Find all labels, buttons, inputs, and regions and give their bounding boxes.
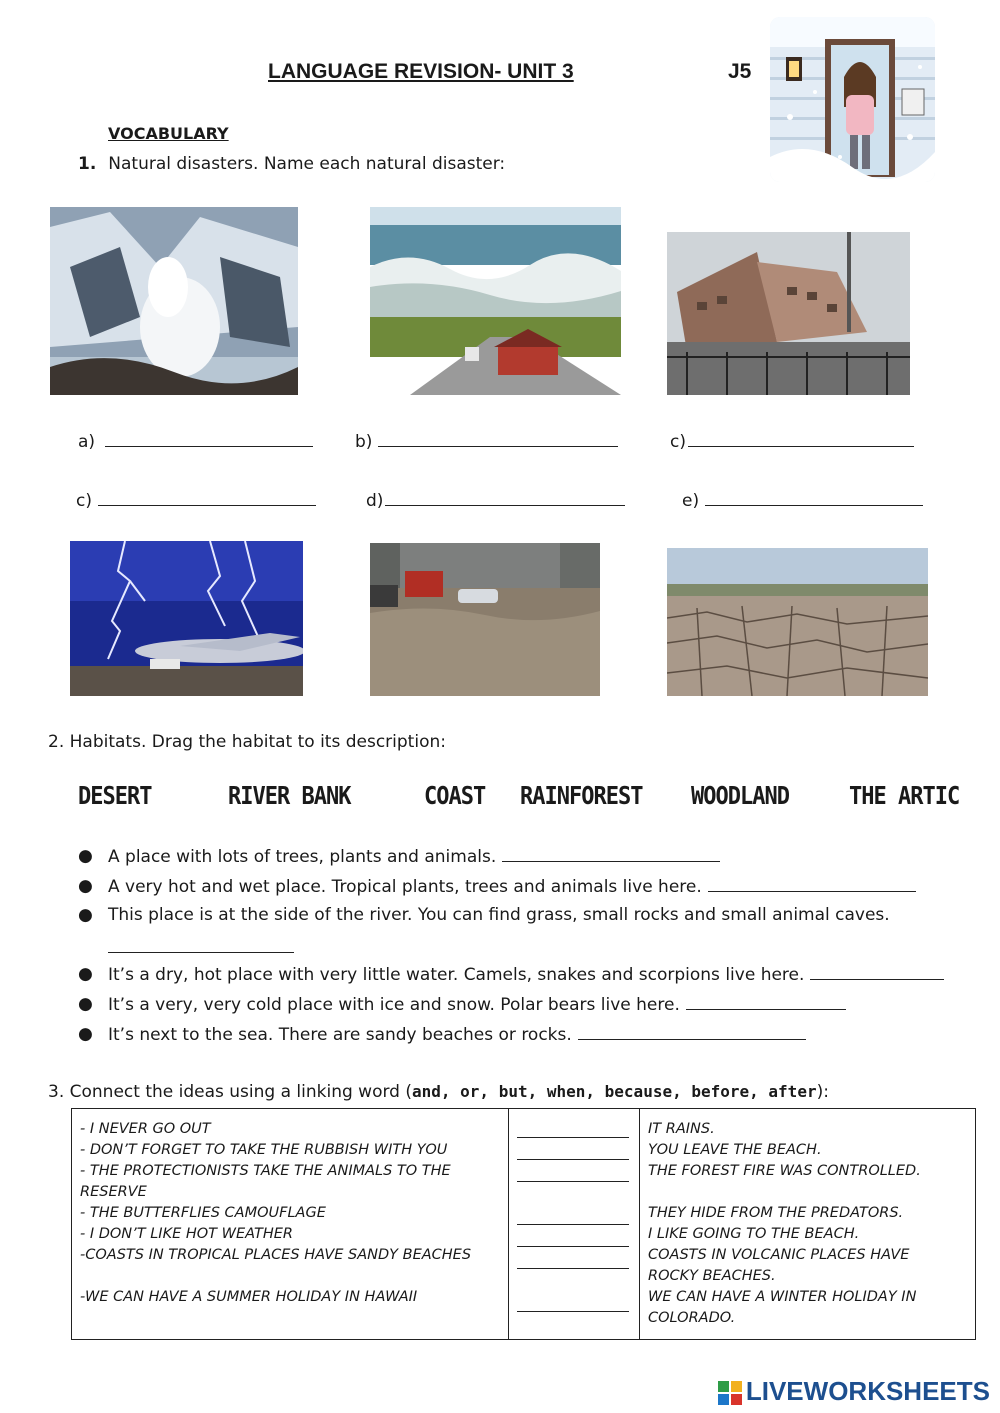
habitat-rainforest[interactable]: RAINFOREST [520, 782, 643, 811]
right-clause-4: THEY HIDE FROM THE PREDATORS. [648, 1205, 904, 1221]
habitat-desert[interactable]: DESERT [78, 782, 152, 811]
connect-table [71, 1108, 976, 1340]
watermark-text: LIVEWORKSHEETS [745, 1376, 990, 1406]
linking-word-input-2[interactable] [517, 1143, 629, 1160]
connect-blank-column [509, 1109, 640, 1340]
left-clause-7: -WE CAN HAVE A SUMMER HOLIDAY IN HAWAII [80, 1289, 418, 1305]
bullet-dot: ● [78, 1024, 93, 1044]
habitat-bullet-2-text: A very hot and wet place. Tropical plants, trees and animals live here. [108, 877, 702, 897]
avalanche-image [50, 207, 298, 395]
right-clause-7: WE CAN HAVE A WINTER HOLIDAY IN [648, 1289, 917, 1305]
drought-image [667, 548, 928, 696]
left-clause-4: - THE BUTTERFLIES CAMOUFLAGE [80, 1205, 326, 1221]
answer-b-input[interactable] [378, 430, 618, 447]
habitat-drop-5[interactable] [686, 994, 846, 1010]
avatar-image [770, 17, 935, 182]
liveworksheets-watermark [718, 1376, 990, 1407]
liveworksheets-logo-icon [718, 1381, 742, 1405]
lightning-image [70, 541, 303, 696]
linking-word-input-3[interactable] [517, 1165, 629, 1182]
right-clause-7-cont: COLORADO. [648, 1310, 736, 1326]
right-clause-3: THE FOREST FIRE WAS CONTROLLED. [648, 1163, 921, 1179]
answer-c2-input[interactable] [98, 489, 316, 506]
habitat-woodland[interactable]: WOODLAND [691, 782, 789, 811]
bullet-dot: ● [78, 876, 93, 896]
question-1-number: 1. [78, 154, 97, 174]
right-clause-6: COASTS IN VOLCANIC PLACES HAVE [648, 1247, 910, 1263]
bullet-dot: ● [78, 905, 93, 925]
answer-c2-label: c) [76, 491, 92, 511]
answer-e-label: e) [682, 491, 700, 511]
right-clause-1: IT RAINS. [648, 1121, 715, 1137]
habitat-drop-2[interactable] [708, 876, 916, 892]
left-clause-6: -COASTS IN TROPICAL PLACES HAVE SANDY BEACHES [80, 1247, 472, 1263]
connect-left-column [72, 1109, 509, 1340]
answer-e-input[interactable] [705, 489, 923, 506]
question-1 [78, 154, 505, 174]
habitat-bullet-1-text: A place with lots of trees, plants and animals. [108, 847, 497, 867]
answer-d-label: d) [366, 491, 384, 511]
left-clause-3: - THE PROTECTIONISTS TAKE THE ANIMALS TO THE [80, 1163, 451, 1179]
question-3-suffix: ): [816, 1082, 829, 1102]
answer-e [682, 489, 923, 511]
habitat-bullet-4-text: It’s a dry, hot place with very little water. Camels, snakes and scorpions live here. [108, 965, 805, 985]
habitat-coast[interactable]: COAST [424, 782, 486, 811]
habitat-drop-1[interactable] [502, 846, 720, 862]
right-clause-2: YOU LEAVE THE BEACH. [648, 1142, 822, 1158]
answer-d-input[interactable] [385, 489, 625, 506]
vocabulary-heading: VOCABULARY [108, 124, 229, 143]
answer-c-label: c) [670, 432, 686, 452]
answer-a [78, 430, 313, 452]
right-clause-6-cont: ROCKY BEACHES. [648, 1268, 776, 1284]
class-code: J5 [728, 60, 752, 83]
question-3-prefix: 3. Connect the ideas using a linking word ( [48, 1082, 412, 1102]
habitat-bullet-5-text: It’s a very, very cold place with ice and snow. Polar bears live here. [108, 995, 680, 1015]
bullet-dot: ● [78, 964, 93, 984]
answer-a-input[interactable] [105, 430, 313, 447]
habitat-river-bank[interactable]: RIVER BANK [228, 782, 351, 811]
left-clause-5: - I DON’T LIKE HOT WEATHER [80, 1226, 294, 1242]
tsunami-image [370, 207, 621, 395]
linking-word-input-7[interactable] [517, 1295, 629, 1312]
question-2: 2. Habitats. Drag the habitat to its description: [48, 732, 446, 752]
left-clause-3-cont: RESERVE [80, 1184, 147, 1200]
answer-b [355, 430, 618, 452]
habitat-drop-6[interactable] [578, 1024, 806, 1040]
left-clause-1: - I NEVER GO OUT [80, 1121, 211, 1137]
flood-image [370, 543, 600, 696]
left-clause-2: - DON’T FORGET TO TAKE THE RUBBISH WITH YOU [80, 1142, 448, 1158]
answer-b-label: b) [355, 432, 373, 452]
right-clause-5: I LIKE GOING TO THE BEACH. [648, 1226, 860, 1242]
linking-word-input-4[interactable] [517, 1208, 629, 1225]
question-3 [48, 1082, 829, 1102]
connect-right-column [640, 1109, 976, 1340]
earthquake-image [667, 232, 910, 395]
habitat-the-artic[interactable]: THE ARTIC [849, 782, 960, 811]
answer-c2 [76, 489, 316, 511]
habitat-drop-4[interactable] [810, 964, 944, 980]
question-1-text: Natural disasters. Name each natural disaster: [108, 154, 506, 174]
answer-a-label: a) [78, 432, 96, 452]
answer-c [670, 430, 914, 452]
answer-d [366, 489, 625, 511]
habitat-drop-3[interactable] [108, 936, 294, 953]
linking-word-input-5[interactable] [517, 1230, 629, 1247]
linking-word-input-6[interactable] [517, 1252, 629, 1269]
question-3-words: and, or, but, when, because, before, after [412, 1082, 817, 1101]
habitat-bullet-6-text: It’s next to the sea. There are sandy beaches or rocks. [108, 1025, 572, 1045]
worksheet-title: LANGUAGE REVISION- UNIT 3 [268, 60, 574, 83]
bullet-dot: ● [78, 846, 93, 866]
linking-word-input-1[interactable] [517, 1121, 629, 1138]
bullet-dot: ● [78, 994, 93, 1014]
answer-c-input[interactable] [688, 430, 914, 447]
habitat-bullet-3-text: This place is at the side of the river. You can find grass, small rocks and small animal caves. [108, 905, 890, 925]
